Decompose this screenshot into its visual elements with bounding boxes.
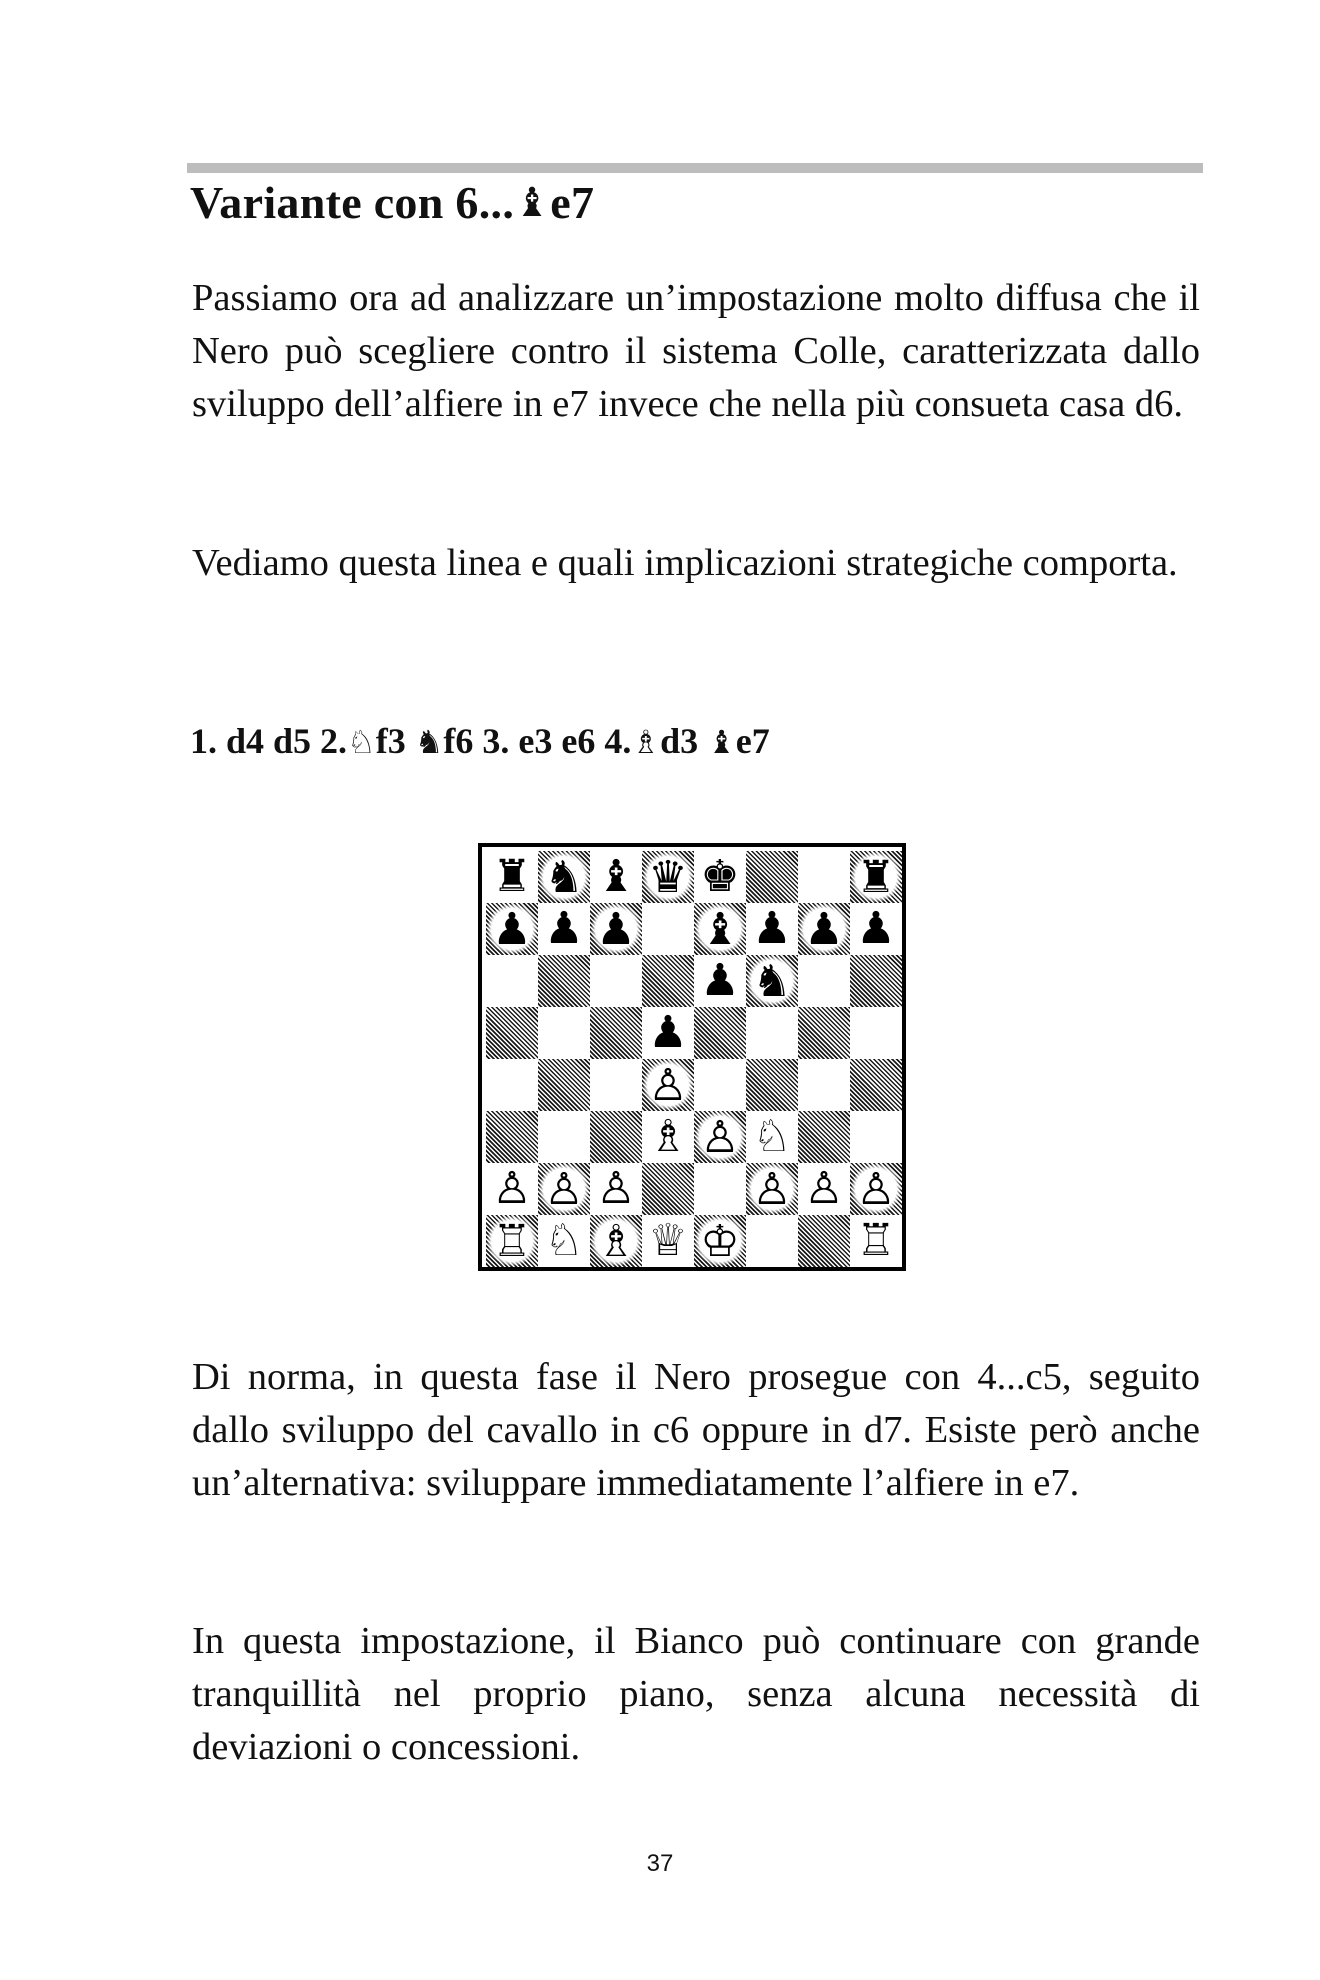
- square-f6: [746, 955, 798, 1007]
- square-h8: [850, 851, 902, 903]
- chess-piece-icon: ♟: [752, 903, 792, 954]
- chess-piece-icon: ♞: [539, 852, 589, 902]
- chess-piece-icon: ♟: [700, 955, 740, 1006]
- square-e1: [694, 1215, 746, 1267]
- square-e2: [694, 1163, 746, 1215]
- square-d1: [642, 1215, 694, 1267]
- square-g2: [798, 1163, 850, 1215]
- square-a5: [486, 1007, 538, 1059]
- square-a1: [486, 1215, 538, 1267]
- heading-suffix: e7: [550, 177, 595, 228]
- square-g7: [798, 903, 850, 955]
- chess-piece-icon: ♙: [643, 1060, 693, 1110]
- square-e6: [694, 955, 746, 1007]
- square-c2: [590, 1163, 642, 1215]
- square-f8: [746, 851, 798, 903]
- chess-piece-icon: ♗: [648, 1111, 688, 1162]
- square-c5: [590, 1007, 642, 1059]
- chess-diagram: [478, 843, 906, 1271]
- chess-piece-icon: ♙: [804, 1163, 844, 1214]
- knight-figurine-icon: ♘: [347, 723, 376, 761]
- paragraph-line: Vediamo questa linea e quali implicazioni strategiche comporta.: [192, 542, 1178, 584]
- chess-piece-icon: ♙: [596, 1163, 636, 1214]
- square-c6: [590, 955, 642, 1007]
- square-b6: [538, 955, 590, 1007]
- chess-piece-icon: ♝: [596, 851, 636, 902]
- square-b2: [538, 1163, 590, 1215]
- chess-piece-icon: ♙: [851, 1164, 901, 1214]
- square-c3: [590, 1111, 642, 1163]
- square-a4: [486, 1059, 538, 1111]
- chess-piece-icon: ♜: [851, 852, 901, 902]
- chess-piece-icon: ♙: [539, 1164, 589, 1214]
- square-f1: [746, 1215, 798, 1267]
- chess-piece-icon: ♙: [747, 1164, 797, 1214]
- square-h7: [850, 903, 902, 955]
- square-f7: [746, 903, 798, 955]
- square-c7: [590, 903, 642, 955]
- move-text-5: e7: [735, 721, 770, 761]
- paragraph-intro: Passiamo ora ad analizzare un’impostazione molto diffusa che il Nero può scegliere contro il sistema Colle, caratterizzata dallo sviluppo dell’alfiere in e7 invece che nella più consueta casa d6.: [192, 277, 1200, 425]
- chess-piece-icon: ♔: [695, 1216, 745, 1266]
- square-d7: [642, 903, 694, 955]
- chess-piece-icon: ♟: [591, 904, 641, 954]
- square-d4: [642, 1059, 694, 1111]
- chess-piece-icon: ♘: [544, 1215, 584, 1266]
- square-g4: [798, 1059, 850, 1111]
- square-c4: [590, 1059, 642, 1111]
- chess-board-grid: [486, 851, 902, 1267]
- square-g6: [798, 955, 850, 1007]
- move-text-1: 1. d4 d5 2.: [190, 721, 348, 761]
- section-heading: [190, 176, 594, 229]
- square-d5: [642, 1007, 694, 1059]
- square-b5: [538, 1007, 590, 1059]
- chess-piece-icon: ♟: [856, 903, 896, 954]
- page-number: 37: [646, 1850, 674, 1877]
- chess-piece-icon: ♙: [695, 1112, 745, 1162]
- square-c8: [590, 851, 642, 903]
- chess-piece-icon: ♘: [752, 1111, 792, 1162]
- square-b4: [538, 1059, 590, 1111]
- square-h5: [850, 1007, 902, 1059]
- square-d6: [642, 955, 694, 1007]
- chess-piece-icon: ♟: [648, 1007, 688, 1058]
- square-g5: [798, 1007, 850, 1059]
- chess-piece-icon: ♗: [591, 1216, 641, 1266]
- chess-piece-icon: ♟: [799, 904, 849, 954]
- square-f3: [746, 1111, 798, 1163]
- paragraph-conclusion: In questa impostazione, il Bianco può continuare con grande tranquillità nel proprio piano, senza alcuna necessità di deviazioni o concessioni.: [192, 1620, 1200, 1768]
- square-a2: [486, 1163, 538, 1215]
- square-e5: [694, 1007, 746, 1059]
- bishop-figurine-icon: ♝: [707, 723, 736, 761]
- square-d3: [642, 1111, 694, 1163]
- square-c1: [590, 1215, 642, 1267]
- square-f5: [746, 1007, 798, 1059]
- move-text-2: f3: [375, 721, 415, 761]
- chess-piece-icon: ♕: [648, 1215, 688, 1266]
- chess-piece-icon: ♖: [487, 1216, 537, 1266]
- square-a7: [486, 903, 538, 955]
- square-b1: [538, 1215, 590, 1267]
- square-h1: [850, 1215, 902, 1267]
- chess-piece-icon: ♖: [856, 1215, 896, 1266]
- chess-piece-icon: ♞: [747, 956, 797, 1006]
- move-text-3: f6 3. e3 e6 4.: [443, 721, 632, 761]
- paragraph-plan: Di norma, in questa fase il Nero prosegue con 4...c5, seguito dallo sviluppo del cavallo in c6 oppure in d7. Esiste però anche un’alternativa: sviluppare immediatamente l’alfiere in e7.: [192, 1356, 1200, 1504]
- square-e3: [694, 1111, 746, 1163]
- move-sequence: [190, 720, 770, 762]
- square-h3: [850, 1111, 902, 1163]
- square-d2: [642, 1163, 694, 1215]
- square-g8: [798, 851, 850, 903]
- square-a8: [486, 851, 538, 903]
- chess-piece-icon: ♟: [544, 903, 584, 954]
- bishop-figurine-icon: ♗: [631, 723, 661, 761]
- chess-piece-icon: ♟: [487, 904, 537, 954]
- move-text-4: d3: [660, 721, 708, 761]
- square-g3: [798, 1111, 850, 1163]
- square-e7: [694, 903, 746, 955]
- square-d8: [642, 851, 694, 903]
- bishop-figurine-icon: ♝: [514, 180, 551, 226]
- square-b7: [538, 903, 590, 955]
- square-f4: [746, 1059, 798, 1111]
- heading-prefix: Variante con 6...: [190, 177, 515, 228]
- chess-piece-icon: ♛: [643, 852, 693, 902]
- square-b8: [538, 851, 590, 903]
- chess-piece-icon: ♜: [492, 851, 532, 902]
- square-b3: [538, 1111, 590, 1163]
- chess-piece-icon: ♚: [700, 851, 740, 902]
- square-f2: [746, 1163, 798, 1215]
- knight-figurine-icon: ♞: [414, 723, 444, 761]
- square-g1: [798, 1215, 850, 1267]
- square-h2: [850, 1163, 902, 1215]
- square-a3: [486, 1111, 538, 1163]
- square-a6: [486, 955, 538, 1007]
- chess-piece-icon: ♙: [492, 1163, 532, 1214]
- square-h6: [850, 955, 902, 1007]
- chess-piece-icon: ♝: [695, 904, 745, 954]
- square-e8: [694, 851, 746, 903]
- heading-rule: [187, 163, 1203, 173]
- square-e4: [694, 1059, 746, 1111]
- square-h4: [850, 1059, 902, 1111]
